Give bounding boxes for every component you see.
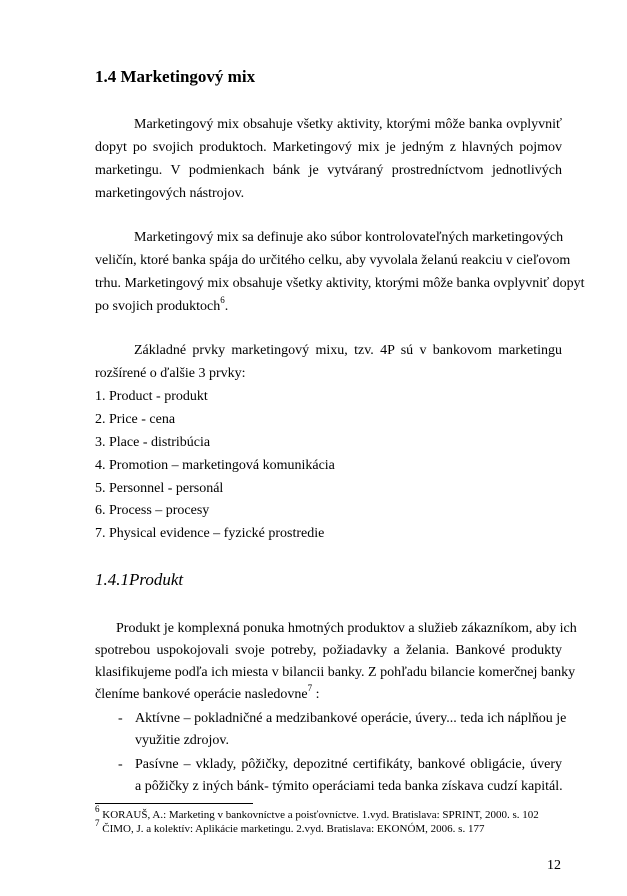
bullet-line: Aktívne – pokladničné a medzibankové operácie, úvery... teda ich náplňou je [135,711,567,726]
footnote-ref: 6 [220,295,225,306]
paragraph-line: klasifikujeme podľa ich miesta v bilancii banky. Z pohľadu bilancie komerčnej banky [95,665,576,680]
paragraph-line: členíme bankové operácie nasledovne$^7$ : [95,683,320,702]
paragraph-line: marketingových nástrojov. [95,186,245,201]
footnote: $^7$ ČIMO, J. a kolektív: Aplikácie marketingu. 2.vyd. Bratislava: EKONÓM, 2006. s. 177 [95,818,485,835]
footnote-mark: 6 [95,804,100,815]
bullet-dash: - [118,757,123,772]
paragraph-line: dopyt po svojich produktoch. Marketingový mix je jedným z hlavných pojmov [95,140,562,155]
paragraph-line: Marketingový mix sa definuje ako súbor kontrolovateľných marketingových [134,230,564,245]
list-item: 2. Price - cena [95,412,176,427]
section-heading: 1.4 Marketingový mix [95,67,256,86]
list-item: 4. Promotion – marketingová komunikácia [95,458,335,473]
paragraph-line: spotrebou uspokojovali svoje potreby, požiadavky a želania. Bankové produkty [95,643,562,658]
list-item: 1. Product - produkt [95,389,208,404]
paragraph-line: trhu. Marketingový mix obsahuje všetky aktivity, ktorými môže banka ovplyvniť dopyt [95,276,585,291]
list-item: 7. Physical evidence – fyzické prostredie [95,526,325,541]
footnote: $^6$ KORAUŠ, A.: Marketing v bankovníctve a poisťovníctve. 1.vyd. Bratislava: SPRINT, 2000. s. 102 [95,804,539,821]
bullet-line: a pôžičky z iných bánk- týmito operáciami teda banka získava cudzí kapitál. [135,779,563,794]
list-item: 3. Place - distribúcia [95,435,211,450]
page-number: 12 [547,858,561,873]
list-item: 5. Personnel - personál [95,481,224,496]
paragraph-line: po svojich produktoch$^6$. [95,295,229,314]
paragraph-line: Produkt je komplexná ponuka hmotných produktov a služieb zákazníkom, aby ich [116,621,577,636]
paragraph-line: Marketingový mix obsahuje všetky aktivity, ktorými môže banka ovplyvniť [134,117,562,132]
footnote-mark: 7 [95,818,100,829]
footnote-separator [95,803,253,804]
footnote-ref: 7 [307,683,313,694]
paragraph-line: Základné prvky marketingový mixu, tzv. 4P sú v bankovom marketingu [134,343,562,358]
bullet-line: využitie zdrojov. [135,733,229,748]
bullet-line: Pasívne – vklady, pôžičky, depozitné certifikáty, bankové obligácie, úvery [135,757,562,772]
bullet-dash: - [118,711,123,726]
paragraph-line: veličín, ktoré banka spája do určitého celku, aby vyvolala želanú reakciu v cieľovom [95,253,571,268]
list-item: 6. Process – procesy [95,503,210,518]
paragraph-line: rozšírené o ďalšie 3 prvky: [95,366,246,381]
subsection-heading: 1.4.1Produkt [95,570,184,589]
paragraph-line: marketingu. V podmienkach bánk je vytváraný prostredníctvom jednotlivých [95,163,562,178]
